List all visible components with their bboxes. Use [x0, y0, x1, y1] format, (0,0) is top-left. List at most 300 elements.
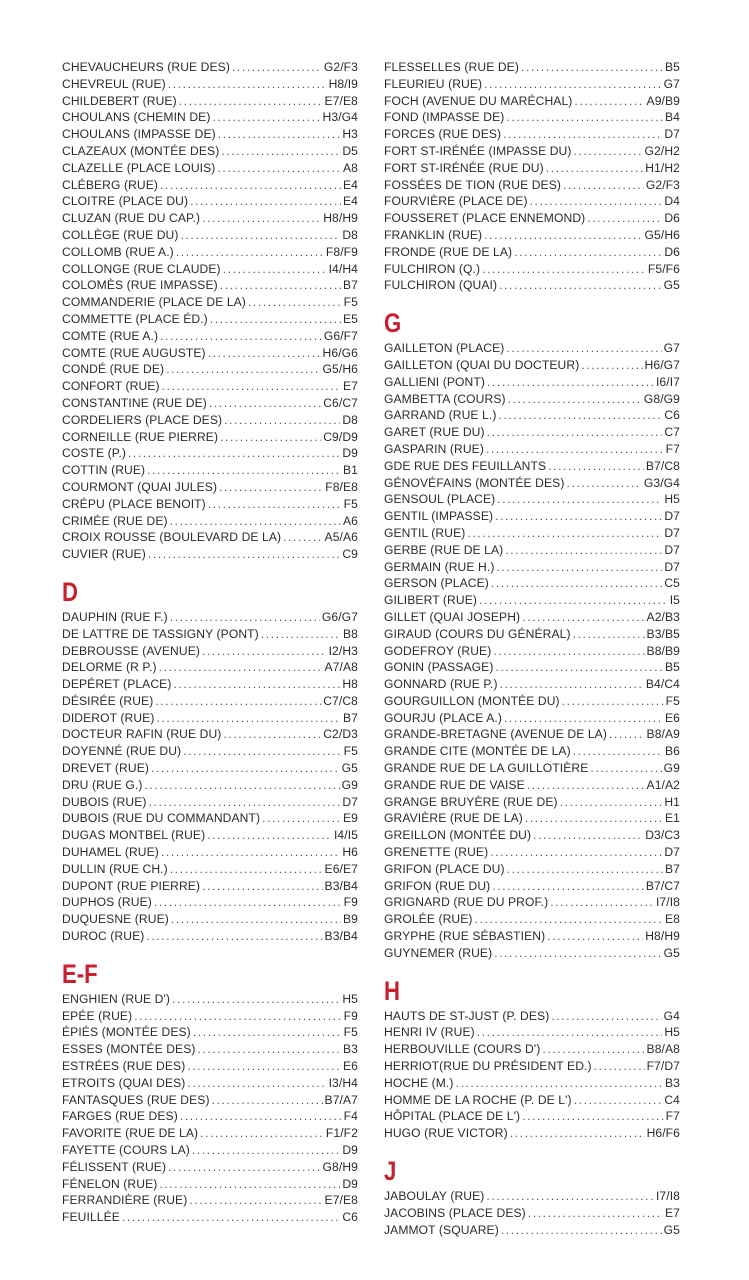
- dot-leader: [467, 525, 662, 542]
- street-entry: [62, 911, 358, 928]
- grid-reference: E6: [343, 1059, 358, 1074]
- dot-leader: [209, 395, 321, 412]
- street-entry: [62, 529, 358, 546]
- street-name: GRIFON (PLACE DU): [384, 861, 505, 876]
- grid-reference: D8: [342, 227, 358, 242]
- grid-reference: A7/A8: [324, 660, 358, 675]
- dot-leader: [487, 374, 654, 391]
- dot-leader: [484, 76, 662, 93]
- grid-reference: A1/A2: [646, 777, 680, 792]
- street-entry: [62, 496, 358, 513]
- dot-leader: [587, 210, 662, 227]
- street-entry: [62, 1058, 358, 1075]
- dot-leader: [208, 496, 342, 513]
- grid-reference: B8/A9: [646, 727, 680, 742]
- grid-reference: C7/C8: [323, 693, 358, 708]
- dot-leader: [498, 407, 662, 424]
- street-name: FORCES (RUE DES): [384, 127, 502, 142]
- dot-leader: [198, 1041, 341, 1058]
- street-name: FLEURIEU (RUE): [384, 76, 483, 91]
- street-name: ENGHIEN (RUE D'): [62, 991, 171, 1006]
- dot-leader: [563, 177, 644, 194]
- grid-reference: F7/D7: [646, 1059, 680, 1074]
- street-name: GILIBERT (RUE): [384, 593, 478, 608]
- grid-reference: C9/D9: [323, 429, 358, 444]
- dot-leader: [172, 991, 340, 1008]
- street-name: FRONDE (RUE DE LA): [384, 244, 513, 259]
- dot-leader: [542, 1041, 644, 1058]
- dot-leader: [501, 1222, 662, 1239]
- dot-leader: [504, 710, 663, 727]
- grid-reference: F7: [665, 1109, 680, 1124]
- street-entry: [384, 357, 680, 374]
- street-entry: [62, 1142, 358, 1159]
- grid-reference: D7: [664, 127, 680, 142]
- street-name: GUYNEMER (RUE): [384, 945, 493, 960]
- street-name: DEBROUSSE (AVENUE): [62, 643, 200, 658]
- street-entry: [62, 143, 358, 160]
- street-entry: [384, 160, 680, 177]
- street-name: DOCTEUR RAFIN (RUE DU): [62, 727, 222, 742]
- street-name: GILLET (QUAI JOSEPH): [384, 609, 521, 624]
- grid-reference: G5: [663, 1222, 680, 1237]
- street-entry: [384, 1125, 680, 1142]
- grid-reference: D7: [664, 509, 680, 524]
- street-entry: [62, 643, 358, 660]
- street-name: FORT ST-IRÉNÉE (IMPASSE DU): [384, 143, 572, 158]
- street-entry: [62, 126, 358, 143]
- street-name: HOMME DE LA ROCHE (P. DE L'): [384, 1092, 572, 1107]
- dot-leader: [550, 894, 654, 911]
- grid-reference: D7: [664, 559, 680, 574]
- street-entry: [62, 991, 358, 1008]
- grid-reference: D6: [664, 211, 680, 226]
- street-entry: [62, 810, 358, 827]
- dot-leader: [497, 491, 662, 508]
- street-entry: [384, 277, 680, 294]
- grid-reference: G2/H2: [644, 143, 680, 158]
- street-name: GRAVIÈRE (RUE DE LA): [384, 811, 523, 826]
- street-name: HÔPITAL (PLACE DE L'): [384, 1109, 521, 1124]
- street-entry: [62, 412, 358, 429]
- grid-reference: G9: [663, 761, 680, 776]
- street-entry: [384, 575, 680, 592]
- street-entry: [384, 76, 680, 93]
- grid-reference: B6: [665, 744, 680, 759]
- street-name: GENTIL (IMPASSE): [384, 509, 494, 524]
- index-column-left: [62, 59, 358, 1226]
- index-section: [62, 569, 358, 945]
- street-name: CLAZEAUX (MONTÉE DES): [62, 143, 220, 158]
- street-entry: [384, 794, 680, 811]
- grid-reference: G8/G9: [643, 391, 680, 406]
- grid-reference: C9: [342, 547, 358, 562]
- street-name: GERSON (PLACE): [384, 576, 489, 591]
- street-name: DREVET (RUE): [62, 761, 149, 776]
- dot-leader: [530, 193, 663, 210]
- section-letter-heading: G: [384, 308, 402, 339]
- grid-reference: D8: [342, 412, 358, 427]
- grid-reference: I6/I7: [655, 374, 680, 389]
- index-section: [384, 1148, 680, 1238]
- dot-leader: [147, 462, 341, 479]
- dot-leader: [551, 1008, 661, 1025]
- index-section: [62, 951, 358, 1226]
- dot-leader: [508, 391, 642, 408]
- street-name: DUPHOS (RUE): [62, 895, 152, 910]
- grid-reference: B8: [343, 626, 358, 641]
- dot-leader: [562, 693, 664, 710]
- street-entry: [384, 227, 680, 244]
- street-name: CRIMÉE (RUE DE): [62, 513, 168, 528]
- grid-reference: G2/F3: [645, 177, 680, 192]
- dot-leader: [170, 513, 341, 530]
- grid-reference: B3/B4: [324, 929, 358, 944]
- grid-reference: F8/E8: [325, 479, 358, 494]
- street-entry: [384, 844, 680, 861]
- street-name: GONIN (PASSAGE): [384, 660, 494, 675]
- grid-reference: C6: [342, 1210, 358, 1225]
- grid-reference: I7/I8: [655, 1189, 680, 1204]
- dot-leader: [161, 844, 340, 861]
- street-name: HOCHE (M.): [384, 1075, 454, 1090]
- dot-leader: [514, 244, 662, 261]
- street-entry: [384, 710, 680, 727]
- street-name: DUBOIS (RUE): [62, 794, 147, 809]
- dot-leader: [522, 609, 644, 626]
- dot-leader: [261, 626, 341, 643]
- dot-leader: [220, 277, 341, 294]
- index-column-right: [384, 59, 680, 1238]
- dot-leader: [500, 676, 644, 693]
- grid-reference: F5: [343, 295, 358, 310]
- street-entry: [384, 210, 680, 227]
- dot-leader: [224, 412, 340, 429]
- section-letter-heading: J: [384, 1156, 397, 1187]
- dot-leader: [283, 529, 322, 546]
- dot-leader: [207, 827, 332, 844]
- street-entry: [62, 76, 358, 93]
- street-name: HUGO (RUE VICTOR): [384, 1126, 508, 1141]
- street-entry: [62, 160, 358, 177]
- street-entry: [62, 193, 358, 210]
- street-name: JABOULAY (RUE): [384, 1189, 485, 1204]
- street-entry: [62, 861, 358, 878]
- grid-reference: I4/I5: [333, 828, 358, 843]
- grid-reference: G7: [663, 341, 680, 356]
- grid-reference: F9: [343, 895, 358, 910]
- street-entry: [62, 429, 358, 446]
- street-name: DUBOIS (RUE DU COMMANDANT): [62, 811, 261, 826]
- dot-leader: [495, 508, 662, 525]
- dot-leader: [168, 76, 327, 93]
- dot-leader: [170, 609, 320, 626]
- street-entry: [384, 374, 680, 391]
- dot-leader: [548, 458, 644, 475]
- dot-leader: [503, 126, 662, 143]
- dot-leader: [202, 210, 321, 227]
- street-name: GRIFON (RUE DU): [384, 878, 491, 893]
- street-entry: [62, 1024, 358, 1041]
- street-name: GROLÉE (RUE): [384, 912, 473, 927]
- street-name: HENRI IV (RUE): [384, 1025, 475, 1040]
- street-name: FORT ST-IRÉNÉE (RUE DU): [384, 160, 544, 175]
- dot-leader: [148, 546, 340, 563]
- dot-leader: [155, 693, 321, 710]
- street-name: COMMANDERIE (PLACE DE LA): [62, 295, 246, 310]
- dot-leader: [521, 59, 663, 76]
- street-entry: [384, 261, 680, 278]
- dot-leader: [190, 193, 341, 210]
- dot-leader: [223, 726, 321, 743]
- street-entry: [384, 126, 680, 143]
- street-entry: [384, 1205, 680, 1222]
- street-name: DOYENNÉ (RUE DU): [62, 744, 182, 759]
- dot-leader: [574, 1092, 663, 1109]
- street-name: CUVIER (RUE): [62, 547, 146, 562]
- grid-reference: H5: [664, 492, 680, 507]
- index-section: [62, 59, 358, 563]
- grid-reference: B5: [665, 660, 680, 675]
- street-name: GOURGUILLON (MONTÉE DU): [384, 693, 560, 708]
- street-entry: [62, 659, 358, 676]
- street-entry: [384, 626, 680, 643]
- street-entry: [62, 928, 358, 945]
- grid-reference: D9: [342, 1143, 358, 1158]
- street-name: DRU (RUE G.): [62, 777, 143, 792]
- street-name: FARGES (RUE DES): [62, 1109, 178, 1124]
- dot-leader: [510, 1125, 645, 1142]
- street-name: COURMONT (QUAI JULES): [62, 479, 218, 494]
- grid-reference: D5: [342, 143, 358, 158]
- street-name: GRANDE CITE (MONTÉE DE LA): [384, 744, 571, 759]
- street-name: FOSSÉES DE TION (RUE DES): [384, 177, 561, 192]
- street-name: FLESSELLES (RUE DE): [384, 60, 519, 74]
- grid-reference: E1: [665, 811, 680, 826]
- dot-leader: [486, 1188, 654, 1205]
- dot-leader: [496, 559, 662, 576]
- dot-leader: [495, 659, 663, 676]
- street-entry: [384, 894, 680, 911]
- street-name: CHEVREUL (RUE): [62, 76, 166, 91]
- grid-reference: G4: [663, 1008, 680, 1023]
- dot-leader: [187, 1058, 341, 1075]
- index-section: [384, 59, 680, 294]
- street-name: COLOMÈS (RUE IMPASSE): [62, 278, 218, 293]
- street-name: COMTE (RUE A.): [62, 328, 159, 343]
- dot-leader: [506, 340, 661, 357]
- street-name: ÉPIÉS (MONTÉE DES): [62, 1025, 191, 1040]
- street-entry: [384, 861, 680, 878]
- dot-leader: [122, 1209, 340, 1226]
- dot-leader: [128, 445, 340, 462]
- street-name: ESTRÉES (RUE DES): [62, 1059, 186, 1074]
- street-entry: [384, 559, 680, 576]
- street-entry: [62, 676, 358, 693]
- street-entry: [384, 508, 680, 525]
- grid-reference: H3: [342, 127, 358, 142]
- street-entry: [384, 743, 680, 760]
- street-entry: [62, 59, 358, 76]
- street-entry: [62, 210, 358, 227]
- grid-reference: H3/G4: [322, 110, 358, 125]
- street-name: DIDEROT (RUE): [62, 710, 155, 725]
- dot-leader: [192, 1142, 340, 1159]
- street-name: JACOBINS (PLACE DES): [384, 1205, 526, 1220]
- dot-leader: [475, 911, 663, 928]
- dot-leader: [180, 1108, 342, 1125]
- street-name: GREILLON (MONTÉE DU): [384, 828, 532, 843]
- dot-leader: [179, 93, 323, 110]
- street-entry: [62, 878, 358, 895]
- dot-leader: [210, 311, 341, 328]
- grid-reference: D3/C3: [645, 828, 680, 843]
- dot-leader: [218, 126, 341, 143]
- dot-leader: [573, 626, 645, 643]
- grid-reference: H5: [342, 991, 358, 1006]
- index-section: [384, 968, 680, 1142]
- street-name: COTTIN (RUE): [62, 463, 146, 478]
- grid-reference: B7: [665, 861, 680, 876]
- street-name: CRÉPU (PLACE BENOIT): [62, 496, 206, 511]
- street-name: EPÉE (RUE): [62, 1008, 133, 1023]
- street-entry: [384, 143, 680, 160]
- street-entry: [384, 491, 680, 508]
- dot-leader: [171, 911, 341, 928]
- grid-reference: E6: [665, 710, 680, 725]
- grid-reference: B1: [343, 463, 358, 478]
- grid-reference: I2/H3: [328, 643, 358, 658]
- grid-reference: G8/H9: [322, 1159, 358, 1174]
- grid-reference: F5: [343, 744, 358, 759]
- street-name: FAYETTE (COURS LA): [62, 1143, 190, 1158]
- dot-leader: [232, 59, 322, 76]
- street-name: GRIGNARD (RUE DU PROF.): [384, 895, 549, 910]
- street-entry: [384, 693, 680, 710]
- dot-leader: [223, 261, 327, 278]
- dot-leader: [499, 277, 662, 294]
- street-name: GOURJU (PLACE A.): [384, 710, 502, 725]
- grid-reference: H6/F6: [646, 1126, 680, 1141]
- street-name: HAUTS DE ST-JUST (P. DES): [384, 1008, 550, 1023]
- grid-reference: D9: [342, 1176, 358, 1191]
- dot-leader: [187, 1075, 326, 1092]
- street-name: GASPARIN (RUE): [384, 441, 484, 456]
- street-name: FULCHIRON (Q.): [384, 261, 481, 276]
- street-entry: [62, 345, 358, 362]
- street-entry: [384, 1108, 680, 1125]
- street-name: CLUZAN (RUE DU CAP.): [62, 211, 201, 226]
- dot-leader: [262, 810, 341, 827]
- street-entry: [384, 1222, 680, 1239]
- street-name: DUPONT (RUE PIERRE): [62, 878, 201, 893]
- street-entry: [62, 894, 358, 911]
- street-name: GRENETTE (RUE): [384, 845, 489, 860]
- street-name: GONNARD (RUE P.): [384, 677, 498, 692]
- dot-leader: [492, 878, 644, 895]
- street-entry: [62, 445, 358, 462]
- street-name: DEPÉRET (PLACE): [62, 677, 172, 692]
- street-name: CLÉBERG (RUE): [62, 177, 159, 192]
- grid-reference: E8: [665, 912, 680, 927]
- street-entry: [62, 1108, 358, 1125]
- dot-leader: [200, 1125, 324, 1142]
- grid-reference: C6/C7: [323, 395, 358, 410]
- section-letter-heading: D: [62, 576, 78, 607]
- street-entry: [384, 407, 680, 424]
- street-entry: [384, 827, 680, 844]
- street-name: CONFORT (RUE): [62, 379, 160, 394]
- grid-reference: I7/I8: [655, 895, 680, 910]
- grid-reference: E4: [343, 194, 358, 209]
- street-entry: [62, 1125, 358, 1142]
- dot-leader: [193, 1024, 342, 1041]
- dot-leader: [493, 643, 644, 660]
- grid-reference: B4/C4: [645, 677, 680, 692]
- section-letter-heading: H: [384, 975, 400, 1006]
- street-entry: [384, 1058, 680, 1075]
- street-name: CORNEILLE (RUE PIERRE): [62, 429, 219, 444]
- dot-leader: [166, 361, 320, 378]
- grid-reference: E7: [343, 379, 358, 394]
- street-entry: [62, 1008, 358, 1025]
- street-entry: [384, 109, 680, 126]
- dot-leader: [220, 429, 321, 446]
- street-name: FOND (IMPASSE DE): [384, 110, 505, 125]
- dot-leader: [547, 928, 643, 945]
- street-name: DAUPHIN (RUE F.): [62, 609, 168, 624]
- street-entry: [62, 1075, 358, 1092]
- street-entry: [62, 760, 358, 777]
- street-name: GENSOUL (PLACE): [384, 492, 496, 507]
- street-entry: [62, 1092, 358, 1109]
- dot-leader: [590, 760, 661, 777]
- street-entry: [62, 311, 358, 328]
- dot-leader: [494, 945, 661, 962]
- street-name: HERBOUVILLE (COURS D'): [384, 1042, 541, 1057]
- street-entry: [62, 361, 358, 378]
- grid-reference: D4: [664, 194, 680, 209]
- dot-leader: [168, 1159, 320, 1176]
- street-entry: [384, 676, 680, 693]
- grid-reference: C7: [664, 425, 680, 440]
- grid-reference: B4: [665, 110, 680, 125]
- street-name: DÉSIRÉE (RUE): [62, 693, 154, 708]
- grid-reference: G6/F7: [323, 328, 358, 343]
- street-name: ETROITS (QUAI DES): [62, 1075, 186, 1090]
- grid-reference: E7/E8: [324, 93, 358, 108]
- grid-reference: B7: [343, 278, 358, 293]
- grid-reference: E5: [343, 311, 358, 326]
- street-entry: [62, 743, 358, 760]
- street-entry: [62, 626, 358, 643]
- dot-leader: [202, 878, 322, 895]
- street-name: DUROC (RUE): [62, 929, 145, 944]
- street-entry: [384, 59, 680, 76]
- dot-leader: [505, 542, 662, 559]
- street-entry: [62, 294, 358, 311]
- grid-reference: F5: [665, 693, 680, 708]
- dot-leader: [183, 743, 341, 760]
- street-entry: [62, 710, 358, 727]
- street-name: FEUILLÉE: [62, 1210, 120, 1225]
- street-entry: [384, 1008, 680, 1025]
- street-name: FOUSSERET (PLACE ENNEMOND): [384, 211, 586, 226]
- grid-reference: C2/D3: [323, 727, 358, 742]
- street-entry: [62, 479, 358, 496]
- grid-reference: B5: [665, 60, 680, 74]
- dot-leader: [189, 1192, 322, 1209]
